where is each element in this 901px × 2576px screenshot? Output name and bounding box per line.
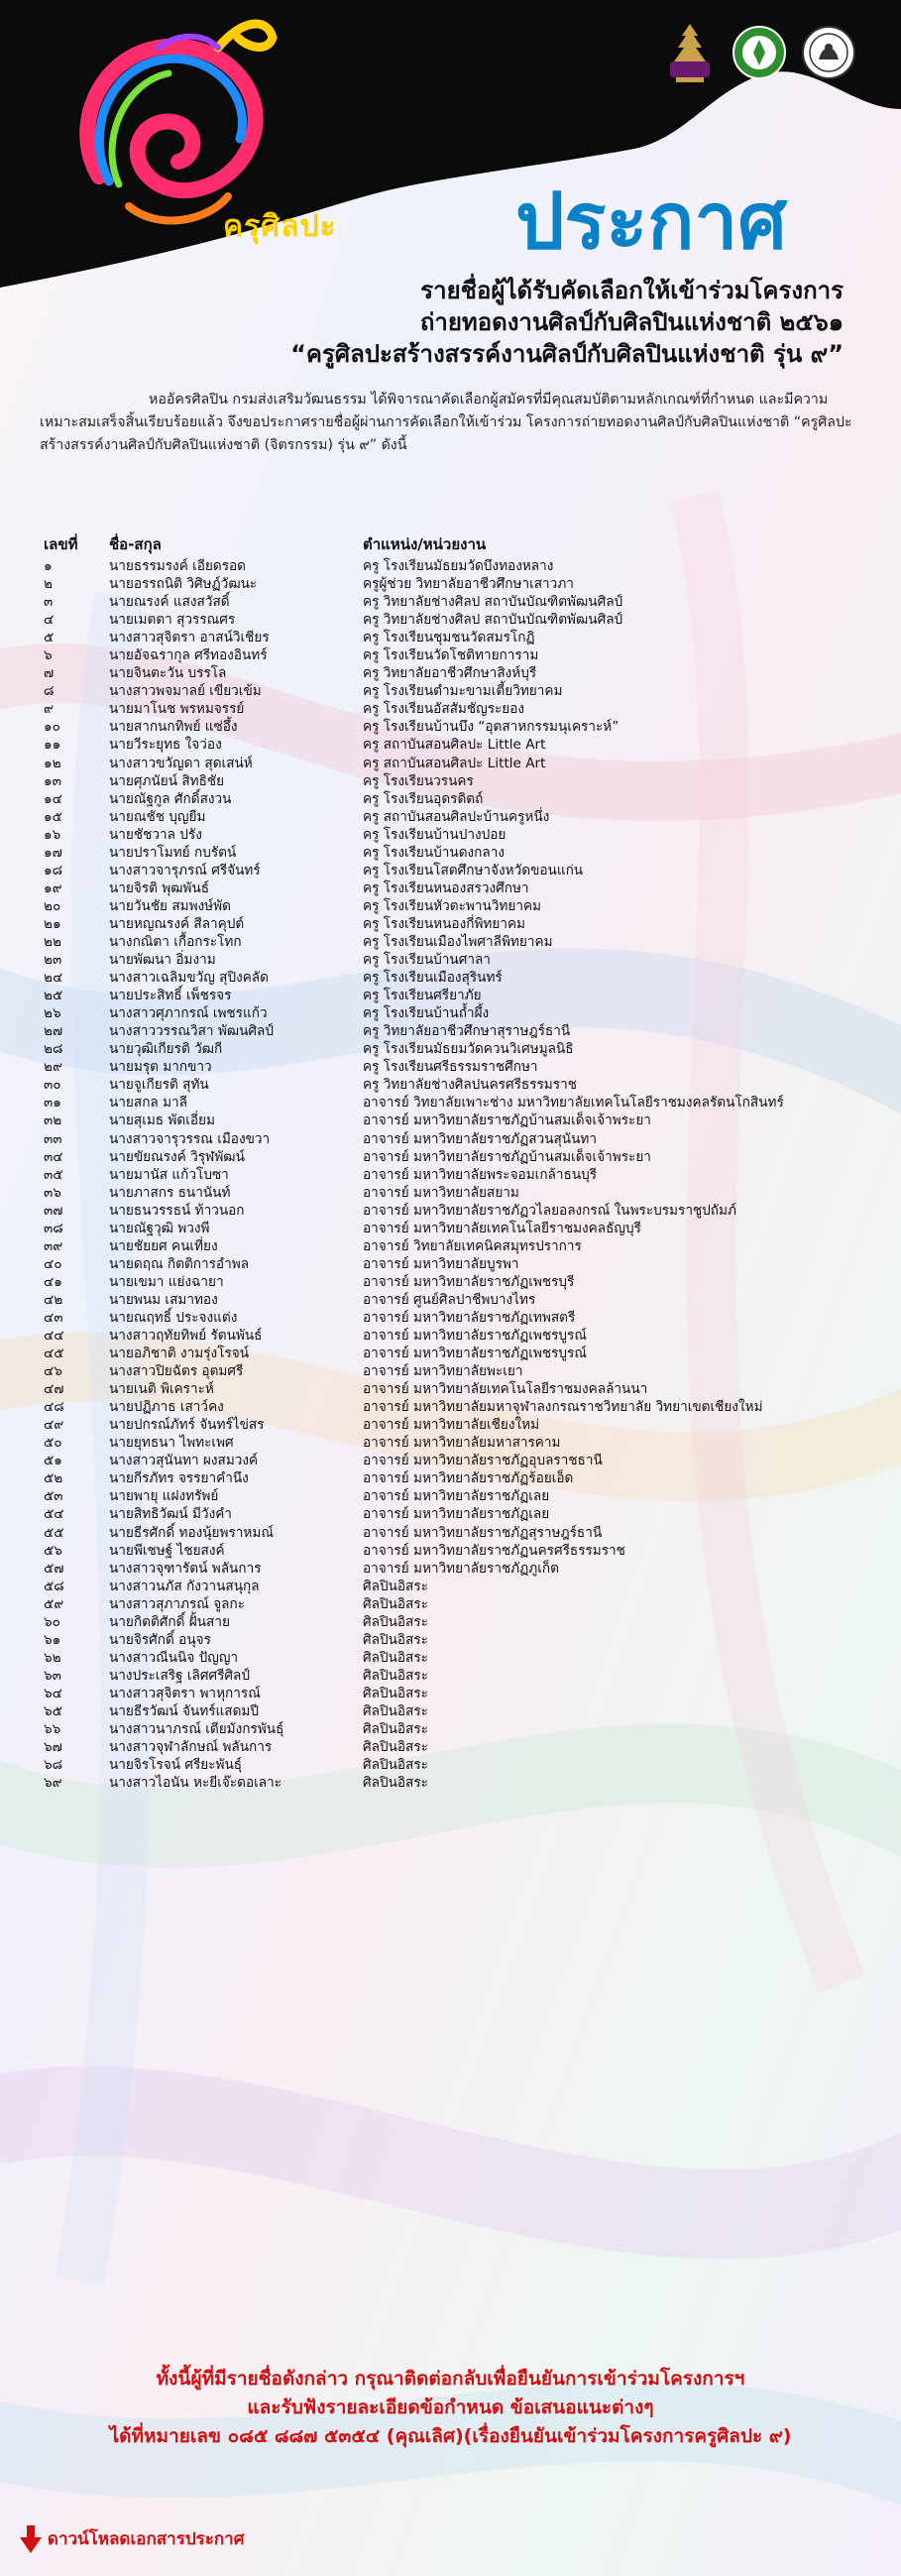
participant-name: นายชัชวาล ปรัง [109, 826, 202, 843]
participant-name: นายธรรมรงค์ เอียดรอด [109, 558, 247, 574]
row-number: ๕๓ [44, 1488, 63, 1505]
table-row [0, 1720, 901, 1738]
participant-name: นางสาวไอนัน หะยีเจ๊ะดอเลาะ [109, 1775, 282, 1792]
participant-name: นายสกล มาลี [109, 1095, 187, 1112]
participant-position: อาจารย์ มหาวิทยาลัยราชภัฏวไลยอลงกรณ์ ในพระบรมราชูปถัมภ์ [363, 1202, 736, 1219]
row-number: ๑๒ [44, 755, 61, 771]
participant-position: ครู โรงเรียนมัธยมวัดบึงทองหลาง [363, 558, 554, 574]
row-number: ๔๖ [44, 1363, 62, 1380]
table-row [0, 879, 901, 897]
participant-name: นางสาวสุจิตรา อาสน์วิเชียร [109, 630, 270, 646]
participant-position: อาจารย์ มหาวิทยาลัยราชภัฏสวนสุนันทา [363, 1130, 597, 1147]
table-row [0, 1184, 901, 1202]
participant-name: นายกิตติศักดิ์ ฝั้นสาย [109, 1613, 230, 1630]
row-number: ๒ [44, 576, 53, 593]
participant-name: นางสาวจุฑารัตน์ พลันการ [109, 1560, 262, 1577]
table-row [0, 1487, 901, 1505]
row-number: ๓ [44, 594, 54, 611]
participant-position: อาจารย์ มหาวิทยาลัยราชภัฏเพชรบุรี [363, 1273, 575, 1290]
row-number: ๕๕ [44, 1524, 64, 1541]
participant-position: ครู โรงเรียนอุดรดิตถ์ [363, 790, 484, 807]
table-row [0, 897, 901, 915]
participant-name: นางสาวฤทัยทิพย์ รัตนพันธ์ [109, 1328, 263, 1345]
table-row [0, 1560, 901, 1578]
row-number: ๗ [44, 665, 55, 682]
participant-name: นายณัฐกูล ศักดิ์สงวน [109, 790, 232, 807]
participant-position: อาจารย์ มหาวิทยาลัยราชภัฏนครศรีธรรมราช [363, 1542, 625, 1559]
table-row [0, 557, 901, 575]
participant-name: นายสุเมธ พัดเอี่ยม [109, 1112, 215, 1129]
participant-name: นายสากนกทิพย์ แซ่อึ้ง [109, 719, 238, 736]
table-row [0, 1469, 901, 1487]
table-row [0, 1542, 901, 1560]
participant-name: นายจิรติ พุฒพันธ์ [109, 879, 210, 896]
participant-position: ครู วิทยาลัยช่างศิลปนครศรีธรรมราช [363, 1077, 577, 1094]
table-row [0, 718, 901, 736]
participant-name: นางประเสริฐ เลิศศรีศิลป์ [109, 1667, 250, 1684]
participant-name: นางสาวพจมาลย์ เขียวเข้ม [109, 683, 262, 700]
table-row [0, 844, 901, 862]
table-row [0, 969, 901, 987]
participant-name: นายเขมา แย่งฉายา [109, 1273, 224, 1290]
row-number: ๒๕ [44, 988, 63, 1004]
participant-name: นายณรงค์ แสงสวัสดิ์ [109, 594, 230, 611]
table-row [0, 1756, 901, 1774]
row-number: ๒๓ [44, 952, 62, 969]
participant-position: ครู โรงเรียนวรนคร [363, 772, 474, 789]
participant-name: นางสาวณีนนิจ ปัญญา [109, 1649, 239, 1666]
row-number: ๓๒ [44, 1112, 62, 1129]
participant-name: นางสาวนาภรณ์ เตียมังกรพันธุ์ [109, 1721, 284, 1738]
participant-name: นายภาสกร ธนานันท์ [109, 1184, 231, 1201]
participant-position: ครู โรงเรียนหัวตะพานวิทยาคม [363, 897, 542, 914]
row-number: ๕๑ [44, 1453, 62, 1469]
participant-name: นายพัฒนา อิ่มงาม [109, 952, 216, 969]
row-number: ๒๐ [44, 897, 61, 914]
table-row [0, 1022, 901, 1040]
participant-name: นายธีรศักดิ์ ทองนุ้ยพราหมณ์ [109, 1524, 274, 1541]
row-number: ๓๑ [44, 1095, 61, 1112]
table-row [0, 664, 901, 682]
participant-position: ศิลปินอิสระ [363, 1757, 428, 1774]
row-number: ๑๑ [44, 737, 61, 754]
row-number: ๘ [44, 683, 55, 700]
footer-line-1: ทั้งนี้ผู้ที่มีรายชื่อดังกล่าว กรุณาติดต่อกลับเพื่อยืนยันการเข้าร่วมโครงการฯ [156, 2368, 745, 2390]
participant-position: ครู โรงเรียนบ้านศาลา [363, 952, 491, 969]
participant-position: อาจารย์ มหาวิทยาลัยราชภัฏเลย [363, 1488, 550, 1505]
participant-name: นายธีรวัฒน์ จันทร์แสดมปี [109, 1703, 260, 1719]
participant-position: ครู โรงเรียนเมืองไพศาลีพิทยาคม [363, 933, 553, 950]
participant-position: ครู โรงเรียนศรียาภัย [363, 988, 482, 1004]
table-row [0, 808, 901, 826]
table-row [0, 826, 901, 844]
participant-name: นายวุฒิเกียรติ วัฒกี [109, 1041, 223, 1058]
participant-position: ศิลปินอิสระ [363, 1739, 428, 1756]
table-row [0, 1112, 901, 1129]
participant-name: นายณัฐวุฒิ พวงพี [109, 1220, 210, 1236]
participant-position: อาจารย์ มหาวิทยาลัยสยาม [363, 1184, 519, 1201]
participant-position: ศิลปินอิสระ [363, 1631, 428, 1648]
participant-name: นายวันชัย สมพงษ์พัด [109, 897, 231, 914]
participant-name: นายขัยณรงค์ วิรุฬพัฒน์ [109, 1148, 245, 1165]
table-row [0, 1595, 901, 1613]
table-row [0, 951, 901, 969]
participant-name: นายสิทธิวัฒน์ มีวังคำ [109, 1506, 232, 1523]
table-row [0, 1291, 901, 1309]
table-row [0, 862, 901, 879]
table-row [0, 629, 901, 646]
participant-name: นางสาวปิยฉัตร อุตมศรี [109, 1363, 244, 1380]
column-header-name: ชื่อ-สกุล [109, 535, 162, 553]
table-row [0, 1273, 901, 1291]
participant-position: ครู โรงเรียนตำมะขามเตี้ยวิทยาคม [363, 683, 563, 700]
participant-name: นายหญณรงค์ สีลาคุปต์ [109, 915, 245, 932]
participant-name: นายเนติ พิเคราะห์ [109, 1381, 214, 1398]
row-number: ๔๙ [44, 1417, 64, 1434]
row-number: ๖๘ [44, 1757, 63, 1774]
row-number: ๒๘ [44, 1041, 63, 1058]
row-number: ๖๔ [44, 1685, 62, 1701]
participant-name: นางสาวขวัญดา สุดเสน่ห์ [109, 755, 253, 771]
table-row [0, 1380, 901, 1398]
row-number: ๒๖ [44, 1005, 61, 1022]
participant-position: อาจารย์ มหาวิทยาลัยราชภัฏบ้านสมเด็จเจ้าพระยา [363, 1112, 651, 1129]
column-header-number: เลขที่ [44, 535, 78, 553]
participant-name: นายพีเชษฐ์ ไชยสงค์ [109, 1542, 225, 1559]
row-number: ๓๗ [44, 1202, 63, 1219]
row-number: ๕๒ [44, 1470, 63, 1487]
participant-position: อาจารย์ มหาวิทยาลัยราชภัฏเทพสตรี [363, 1309, 576, 1326]
table-row [0, 736, 901, 754]
participant-name: นายศุภนัยน์ สิทธิชัย [109, 772, 225, 789]
row-number: ๑๙ [44, 879, 62, 896]
column-header-position: ตำแหน่ง/หน่วยงาน [363, 535, 487, 553]
participant-name: นายยุทธนา ไพทะเพศ [109, 1435, 234, 1452]
row-number: ๑๖ [44, 826, 61, 843]
table-row [0, 1058, 901, 1076]
table-row [0, 1578, 901, 1595]
participant-position: ครู โรงเรียนหนองสรวงศึกษา [363, 879, 529, 896]
table-row [0, 1398, 901, 1416]
page-headline: ประกาศ [515, 177, 787, 267]
participant-position: ศิลปินอิสระ [363, 1703, 428, 1719]
table-row [0, 575, 901, 593]
row-number: ๕๘ [44, 1578, 64, 1594]
participant-name: นายมาโนช พรหมจรรย์ [109, 701, 245, 718]
participant-position: อาจารย์ มหาวิทยาลัยราชภัฏเพชรบูรณ์ [363, 1346, 587, 1362]
row-number: ๖๐ [44, 1613, 60, 1630]
subtitle-line-1: รายชื่อผู้ได้รับคัดเลือกให้เข้าร่วมโครงการ [420, 277, 844, 304]
participant-position: ครู โรงเรียนเมืองสุรินทร์ [363, 970, 503, 987]
subtitle-line-2: ถ่ายทอดงานศิลป์กับศิลปินแห่งชาติ ๒๕๖๑ [419, 308, 844, 336]
table-row [0, 1738, 901, 1756]
participant-name: นายจินตะวัน บรรโล [109, 665, 227, 682]
row-number: ๓๙ [44, 1237, 63, 1254]
row-number: ๕ [44, 630, 55, 646]
participant-name: นายชัยยศ คนเที่ยง [109, 1237, 218, 1254]
participant-position: ครู โรงเรียนศรีธรรมราชศึกษา [363, 1059, 538, 1076]
participant-position: ครู วิทยาลัยช่างศิลป สถาบันบัณฑิตพัฒนศิลป์ [363, 594, 623, 611]
participant-name: นายธนวรรธน์ ท้าวนอก [109, 1202, 245, 1219]
participant-position: อาจารย์ มหาวิทยาลัยราชภัฏภูเก็ต [363, 1560, 559, 1577]
subtitle-line-3: “ครูศิลปะสร้างสรรค์งานศิลป์กับศิลปินแห่งชาติ รุ่น ๙” [290, 340, 844, 368]
participant-name: นางสาวนภัส กังวานสนุกุล [109, 1578, 260, 1594]
row-number: ๑๗ [44, 844, 62, 861]
participant-name: นายจิรศักดิ์ อนุจร [109, 1631, 211, 1648]
row-number: ๒๗ [44, 1023, 63, 1040]
table-row [0, 1452, 901, 1469]
table-row [0, 1202, 901, 1220]
row-number: ๓๓ [44, 1130, 62, 1147]
participant-position: ครู โรงเรียนชุมชนวัดสมรโกฏิ [363, 630, 535, 646]
participant-name: นายวีระยุทธ ใจว่อง [109, 737, 222, 754]
row-number: ๖๙ [44, 1775, 62, 1792]
table-row [0, 593, 901, 611]
participant-name: นายจูเกียรติ สุทัน [109, 1077, 209, 1094]
table-row [0, 1434, 901, 1452]
row-number: ๖๓ [44, 1667, 61, 1684]
table-row [0, 755, 901, 772]
table-row [0, 772, 901, 790]
row-number: ๒๒ [44, 933, 61, 950]
row-number: ๔๘ [44, 1399, 64, 1416]
table-row [0, 1130, 901, 1148]
participant-position: อาจารย์ มหาวิทยาลัยพะเยา [363, 1363, 523, 1380]
row-number: ๕๙ [44, 1595, 64, 1612]
participant-position: ศิลปินอิสระ [363, 1775, 428, 1792]
intro-paragraph: หออัครศิลปิน กรมส่งเสริมวัฒนธรรม ได้พิจารณาคัดเลือกผู้สมัครที่มีคุณสมบัติตามหลักเกณฑ์ที่กำหนด และมีความเหมาะสมเสร็จสิ้นเรียบร้อยแล้ว จึงขอประกาศรายชื่อผู้ผ่านการคัดเลือกให้เข้าร่วม โครงการถ่ายทอดงานศิลป์กับศิลปินแห่งชาติ “ครูศิลปะสร้างสรรค์งานศิลป์กับศิลปินแห่งชาติ (จิตรกรรม) รุ่น ๙” ดังนี้ [40, 392, 852, 453]
table-row [0, 1774, 901, 1792]
row-number: ๔๐ [44, 1255, 62, 1272]
participant-position: ครูผู้ช่วย วิทยาลัยอาชีวศึกษาเสาวภา [363, 576, 574, 593]
participant-name: นายปราโมทย์ กบรัตน์ [109, 844, 237, 861]
participant-position: ครู วิทยาลัยช่างศิลป สถาบันบัณฑิตพัฒนศิลป์ [363, 612, 623, 629]
row-number: ๑๕ [44, 808, 62, 825]
participant-position: อาจารย์ มหาวิทยาลัยบูรพา [363, 1255, 519, 1272]
row-number: ๔๔ [44, 1328, 64, 1345]
participant-name: นางสาวสุจิตรา พาหุการณ์ [109, 1685, 261, 1701]
row-number: ๖๒ [44, 1649, 61, 1666]
participant-name: นายประสิทธิ์ เพ็ชรจร [109, 988, 232, 1004]
row-number: ๔๕ [44, 1346, 64, 1362]
participant-name: นางสาวเฉลิมขวัญ สุปิงคลัด [109, 970, 269, 987]
table-row [0, 646, 901, 664]
row-number: ๑ [44, 558, 53, 574]
row-number: ๓๖ [44, 1184, 61, 1201]
participant-name: นายปฏิภาธ เสาว์คง [109, 1399, 224, 1416]
participant-position: ศิลปินอิสระ [363, 1685, 428, 1701]
participant-position: อาจารย์ มหาวิทยาลัยมหาจุฬาลงกรณราชวิทยาลัย วิทยาเขตเชียงใหม่ [363, 1399, 763, 1416]
row-number: ๓๕ [44, 1166, 63, 1183]
participant-position: ครู โรงเรียนบ้านปางปอย [363, 826, 507, 843]
logo-text: ครุศิลปะ [223, 209, 337, 244]
participant-position: ศิลปินอิสระ [363, 1578, 428, 1594]
row-number: ๔ [44, 612, 55, 629]
participant-position: ศิลปินอิสระ [363, 1721, 428, 1738]
participant-position: ครู วิทยาลัยอาชีวศึกษาสิงห์บุรี [363, 665, 537, 682]
row-number: ๓๔ [44, 1148, 63, 1165]
participant-position: อาจารย์ มหาวิทยาลัยมหาสารคาม [363, 1435, 561, 1452]
participant-name: นายจิรโรจน์ ศรียะพันธุ์ [109, 1757, 243, 1774]
row-number: ๖๕ [44, 1703, 62, 1719]
participant-position: อาจารย์ มหาวิทยาลัยราชภัฏร้อยเอ็ด [363, 1470, 574, 1487]
ministry-culture-seal-icon [732, 22, 787, 83]
participant-position: ครู โรงเรียนบ้านบึง “อุตสาหกรรมนุเคราะห์” [363, 719, 619, 736]
participant-position: ศิลปินอิสระ [363, 1595, 428, 1612]
table-row [0, 1362, 901, 1380]
participant-name: นายปกรณ์ภัทร์ จันทร์ไข่สร [109, 1417, 265, 1434]
table-row [0, 790, 901, 808]
participant-name: นางสาวจุฬาลักษณ์ พลันการ [109, 1739, 273, 1756]
row-number: ๒๑ [44, 915, 61, 932]
thai-emblem-icon [662, 22, 718, 83]
footer-line-2: และรับฟังรายละเอียดข้อกำหนด ข้อเสนอแนะต่างๆ [247, 2397, 654, 2418]
row-number: ๙ [44, 701, 54, 718]
table-row [0, 1649, 901, 1667]
participant-position: ครู สถาบันสอนศิลปะ Little Art [363, 737, 546, 754]
row-number: ๓๘ [44, 1220, 63, 1236]
table-row [0, 1148, 901, 1166]
table-row [0, 1255, 901, 1273]
row-number: ๒๔ [44, 970, 63, 987]
participant-name: นายมรุต มากขาว [109, 1059, 212, 1076]
table-row [0, 1702, 901, 1720]
table-row [0, 1327, 901, 1345]
table-row [0, 1345, 901, 1362]
participant-name: นายพนม เสมาทอง [109, 1291, 218, 1308]
participant-position: อาจารย์ วิทยาลัยเพาะช่าง มหาวิทยาลัยเทคโนโลยีราชมงคลรัตนโกสินทร์ [363, 1095, 784, 1112]
participant-name: นางสาวจารุภรณ์ ศรีจันทร์ [109, 862, 261, 878]
participant-name: นายณชัช บุญยืม [109, 808, 206, 825]
participant-name: นายเมตตา สุวรรณศร [109, 612, 236, 629]
row-number: ๔๓ [44, 1309, 63, 1326]
row-number: ๔๗ [44, 1381, 64, 1398]
participant-position: ครู โรงเรียนบ้านดงกลาง [363, 844, 506, 861]
row-number: ๕๗ [44, 1560, 64, 1577]
row-number: ๕๖ [44, 1542, 62, 1559]
table-row [0, 682, 901, 700]
table-row [0, 1220, 901, 1237]
participant-position: อาจารย์ มหาวิทยาลัยราชภัฏเพชรบูรณ์ [363, 1328, 587, 1345]
row-number: ๑๓ [44, 772, 61, 789]
row-number: ๖๗ [44, 1739, 62, 1756]
participant-name: นายอรรถนิติ วิศิษฏ์วัฒนะ [109, 576, 258, 593]
participant-position: อาจารย์ มหาวิทยาลัยราชภัฏบ้านสมเด็จเจ้าพระยา [363, 1148, 651, 1165]
participant-list [0, 557, 901, 1792]
office-seal-icon [801, 22, 856, 83]
row-number: ๖๖ [44, 1721, 61, 1738]
footer-line-3: ได้ที่หมายเลข ๐๘๕ ๘๘๗ ๕๓๕๔ (คุณเลิศ)(เรื่องยืนยันเข้าร่วมโครงการครูศิลปะ ๙) [109, 2425, 792, 2447]
row-number: ๒๙ [44, 1059, 62, 1076]
download-label: ดาวน์โหลดเอกสารประกาศ [47, 2529, 245, 2549]
table-row [0, 1667, 901, 1685]
table-row [0, 1237, 901, 1255]
table-row [0, 1040, 901, 1058]
participant-name: นางสาวสุนันทา ผงสมวงค์ [109, 1453, 259, 1469]
participant-position: อาจารย์ วิทยาลัยเทคนิคสมุทรปราการ [363, 1237, 582, 1254]
participant-name: นางสาวจารุวรรณ เมืองขวา [109, 1130, 271, 1147]
participant-position: อาจารย์ มหาวิทยาลัยเทคโนโลยีราชมงคลธัญบุรี [363, 1220, 641, 1236]
table-row [0, 933, 901, 951]
table-row [0, 1166, 901, 1184]
participant-position: ครู โรงเรียนโสตศึกษาจังหวัดขอนแก่น [363, 862, 584, 878]
participant-name: นายกีรภัทร จรรยาคำนึง [109, 1470, 249, 1487]
participant-position: ครู โรงเรียนวัดโชติทายการาม [363, 647, 539, 664]
participant-name: นางสาวศุภากรณ์ เพชรแก้ว [109, 1005, 268, 1022]
participant-position: อาจารย์ มหาวิทยาลัยราชภัฏเลย [363, 1506, 550, 1523]
participant-position: ครู วิทยาลัยอาชีวศึกษาสุราษฎร์ธานี [363, 1023, 571, 1040]
table-row [0, 1076, 901, 1094]
table-row [0, 700, 901, 718]
table-row [0, 1309, 901, 1327]
row-number: ๓๐ [44, 1077, 61, 1094]
row-number: ๕๐ [44, 1435, 62, 1452]
table-row [0, 1094, 901, 1112]
participant-name: นายมานัส แก้วโบซา [109, 1166, 229, 1183]
participant-name: นางสาววรรณวิสา พัฒนศิลป์ [109, 1023, 274, 1040]
row-number: ๔๑ [44, 1273, 62, 1290]
participant-position: อาจารย์ มหาวิทยาลัยราชภัฏอุบลราชธานี [363, 1453, 603, 1469]
row-number: ๖๑ [44, 1631, 61, 1648]
participant-position: ครู สถาบันสอนศิลปะบ้านครูหนึ่ง [363, 808, 550, 825]
table-row [0, 1004, 901, 1022]
download-link[interactable] [20, 2525, 245, 2553]
participant-position: ศิลปินอิสระ [363, 1613, 428, 1630]
participant-name: นางกณิตา เกื้อกระโทก [109, 933, 242, 950]
table-row [0, 1416, 901, 1434]
participant-position: อาจารย์ มหาวิทยาลัยเทคโนโลยีราชมงคลล้านนา [363, 1381, 648, 1398]
participant-position: อาจารย์ ศูนย์ศิลปาชีพบางไทร [363, 1291, 536, 1308]
participant-position: อาจารย์ มหาวิทยาลัยพระจอมเกล้าธนบุรี [363, 1166, 598, 1183]
table-row [0, 987, 901, 1004]
row-number: ๑๐ [44, 719, 60, 736]
participant-position: ครู โรงเรียนหนองกี่พิทยาคม [363, 915, 526, 932]
participant-position: อาจารย์ มหาวิทยาลัยราชภัฏสุราษฎร์ธานี [363, 1524, 603, 1541]
table-row [0, 1685, 901, 1702]
row-number: ๔๒ [44, 1291, 63, 1308]
row-number: ๑๔ [44, 790, 62, 807]
participant-name: นายพายุ แฝงทรัพย์ [109, 1488, 219, 1505]
participant-position: อาจารย์ มหาวิทยาลัยเชียงใหม่ [363, 1417, 540, 1434]
table-row [0, 1631, 901, 1649]
row-number: ๑๘ [44, 862, 63, 878]
table-row [0, 1524, 901, 1542]
table-row [0, 1505, 901, 1523]
table-row [0, 1613, 901, 1631]
participant-position: ครู โรงเรียนอัสสัมชัญระยอง [363, 701, 525, 718]
table-row [0, 611, 901, 629]
participant-position: ครู สถาบันสอนศิลปะ Little Art [363, 755, 546, 771]
participant-position: ศิลปินอิสระ [363, 1667, 428, 1684]
participant-name: นายอัจฉรากุล ศรีทองอินทร์ [109, 647, 268, 664]
down-arrow-icon [20, 2525, 42, 2553]
participant-position: ครู โรงเรียนมัธยมวัดควนวิเศษมูลนิธิ [363, 1041, 574, 1058]
participant-name: นายดฤณ กิตติการอำพล [109, 1255, 250, 1272]
participant-name: นางสาวสุภาภรณ์ จูลกะ [109, 1595, 246, 1612]
row-number: ๖ [44, 647, 53, 664]
participant-position: ศิลปินอิสระ [363, 1649, 428, 1666]
participant-name: นายณฤทธิ์ ประจงแต่ง [109, 1309, 238, 1326]
participant-name: นายอภิชาติ งามรุ่งโรจน์ [109, 1346, 250, 1362]
table-row [0, 915, 901, 933]
row-number: ๕๔ [44, 1506, 64, 1523]
participant-position: ครู โรงเรียนบ้านถ้ำผึ้ง [363, 1005, 490, 1022]
